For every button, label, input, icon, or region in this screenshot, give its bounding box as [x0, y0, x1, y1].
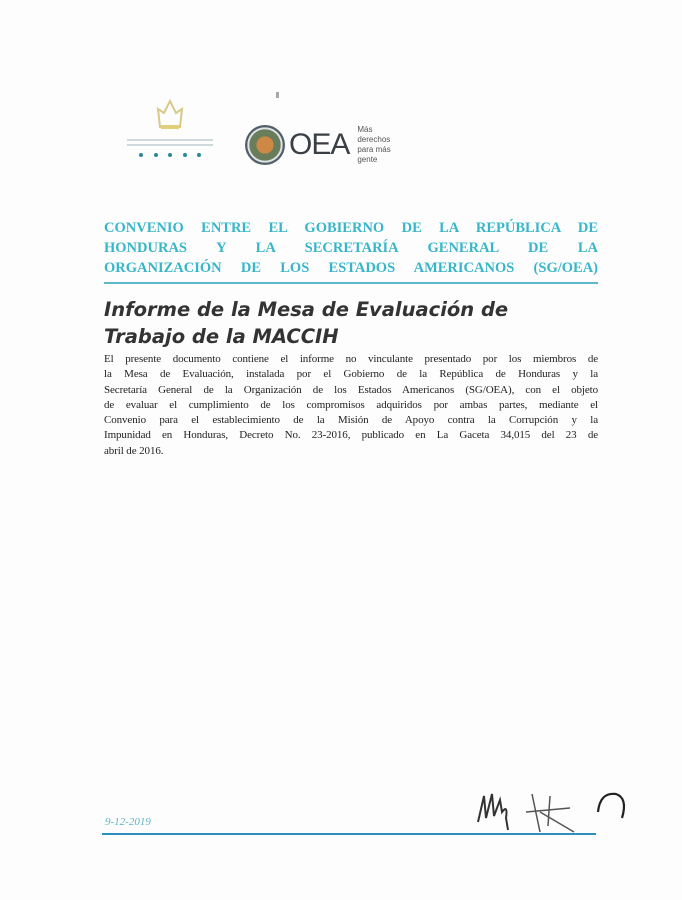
- oea-logo: [245, 125, 407, 165]
- divider: [104, 282, 598, 284]
- oea-seal-icon: [245, 125, 285, 165]
- document-title: [104, 296, 508, 350]
- paragraph-line: abril de 2016.: [104, 444, 164, 457]
- agreement-heading-line: CONVENIO ENTRE EL GOBIERNO DE LA REPÚBLICA DE: [104, 220, 598, 236]
- coat-of-arms-icon: [155, 97, 185, 131]
- scan-mark: [276, 92, 279, 98]
- paragraph-line: la Mesa de Evaluación, instalada por el Gobierno de la República de Honduras y la: [104, 368, 598, 381]
- paragraph-line: El presente documento contiene el informe no vinculante presentado por los miembros de: [104, 353, 598, 365]
- paragraph-line: Secretaría General de la Organización de los Estados Americanos (SG/OEA), con el objeto: [104, 383, 598, 396]
- paragraph-line: Convenio para el establecimiento de la Misión de Apoyo contra la Corrupción y la: [104, 414, 598, 427]
- agreement-heading-line: HONDURAS Y LA SECRETARÍA GENERAL DE LA: [104, 240, 598, 256]
- agreement-heading-line: ORGANIZACIÓN DE LOS ESTADOS AMERICANOS (SG/OEA): [104, 260, 598, 276]
- title-line: Trabajo de la MACCIH: [104, 325, 339, 348]
- oea-logo-word: OEA: [289, 128, 350, 161]
- footer-divider: [102, 833, 596, 835]
- title-line: Informe de la Mesa de Evaluación de: [104, 298, 509, 321]
- paragraph-line: Impunidad en Honduras, Decreto No. 23-2016, publicado en La Gaceta 34,015 del 23 de: [104, 429, 598, 442]
- footer-date: 9-12-2019: [105, 816, 151, 828]
- stars-icon: [139, 153, 201, 157]
- oea-logo-motto: Más derechos para más gente: [357, 125, 391, 164]
- paragraph-line: de evaluar el cumplimiento de los compromisos adquiridos por ambas partes, mediante el: [104, 398, 598, 411]
- intro-paragraph: [104, 352, 598, 459]
- honduras-government-logo: [125, 95, 215, 165]
- agreement-heading: [104, 218, 598, 278]
